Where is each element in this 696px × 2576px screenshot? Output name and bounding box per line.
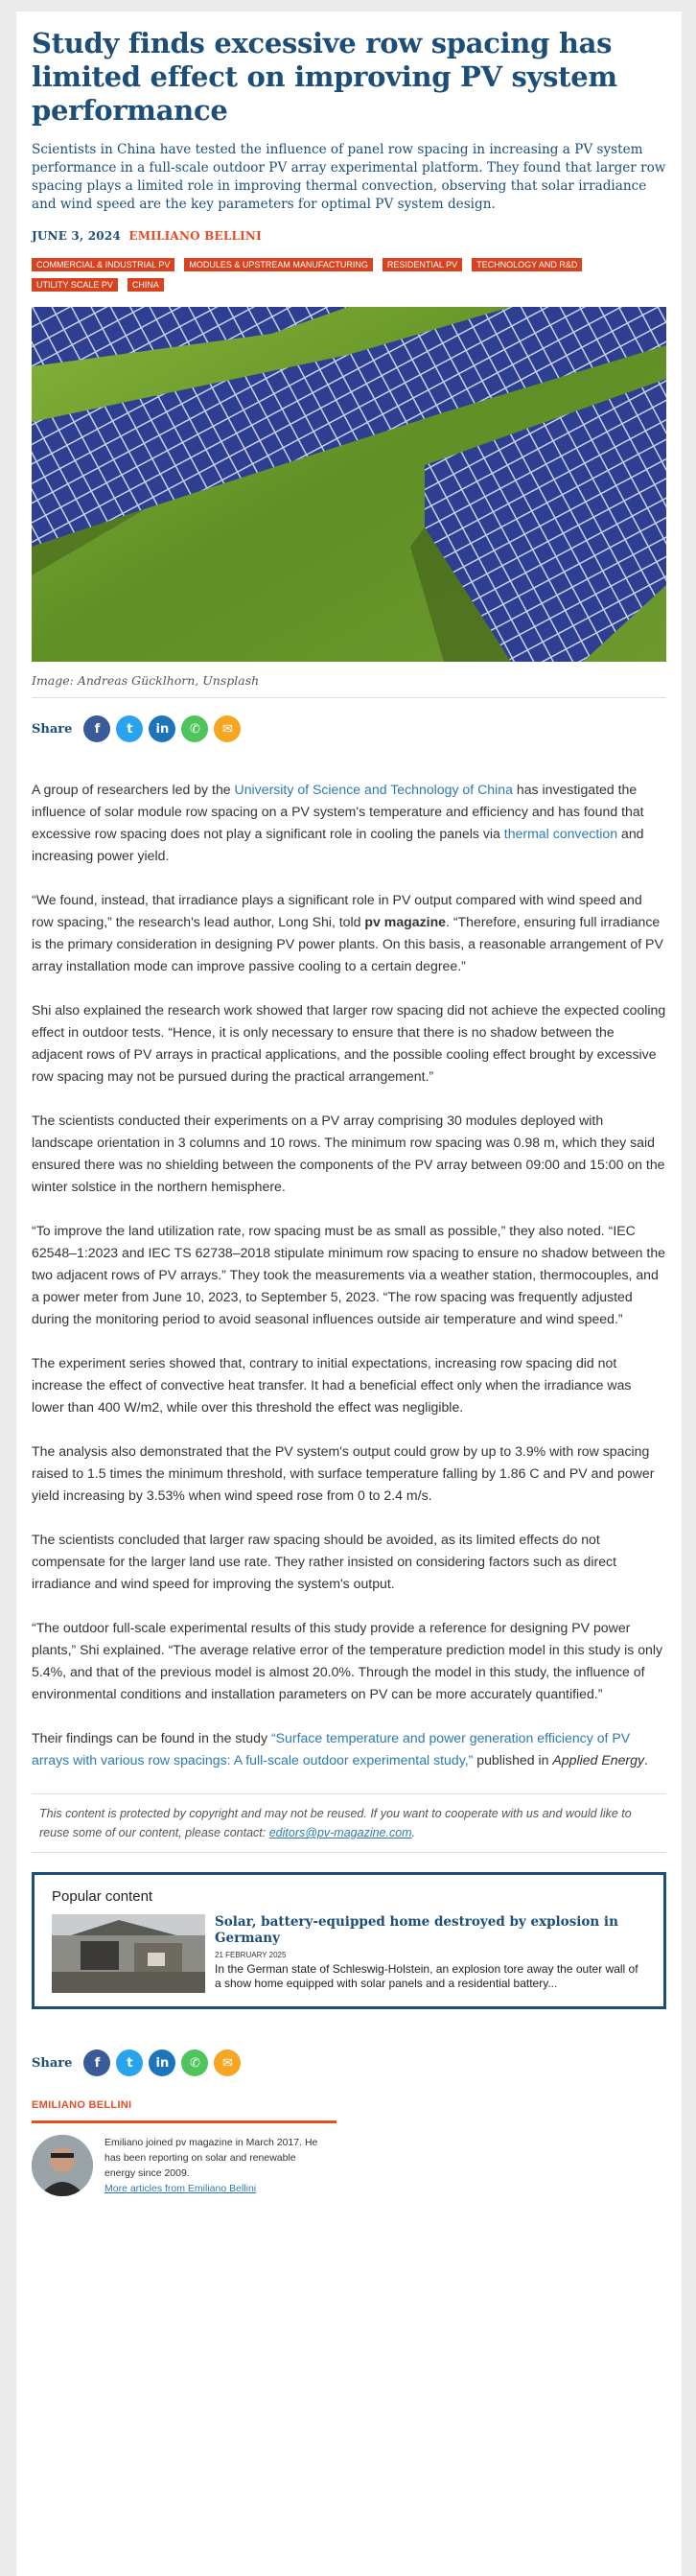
twitter-icon[interactable]: t [116,715,143,742]
paragraph-1: A group of researchers led by the University of Science and Technology of China has investigated the influence of solar module row spacing on a PV system's temperature and efficiency and has found that excessive row spacing does not play a significant role in cooling the panels via thermal convection and increasing power yield. [32,782,644,863]
popular-item-desc: In the German state of Schleswig-Holstein, an explosion tore away the outer wall of a show home equipped with solar panels and a residential battery... [215,1962,638,1990]
share-label: Share [32,721,73,737]
paragraph-8: The scientists concluded that larger raw spacing should be avoided, as its limited effects do not compensate for the larger land use rate. They rather insisted on considering factors such as direct irradiance and wind speed for improving the system's output. [32,1532,617,1591]
popular-thumbnail[interactable] [52,1914,205,1993]
editors-email-link[interactable]: editors@pv-magazine.com [268,1826,412,1839]
popular-item-date: 21 FEBRUARY 2025 [215,1951,287,1959]
email-icon[interactable]: ✉ [214,715,241,742]
copyright-notice: This content is protected by copyright and may not be reused. If you want to cooperate with us and would like to reuse some of our content, please contact: editors@pv-magazine.com. [32,1793,666,1853]
tag-commercial-industrial[interactable]: COMMERCIAL & INDUSTRIAL PV [32,258,174,271]
paragraph-9: “The outdoor full-scale experimental results of this study provide a reference for designing PV power plants,” Shi explained. “The average relative error of the temperature prediction model in this study is only 5.4%, and that of the previous model is almost 20.0%. Through the model in this study, the influence of environmental conditions and installation parameters on PV can be more accurately quantified.” [32,1620,663,1701]
author-bio: Emiliano joined pv magazine in March 2017. He has been reporting on solar and renewable energy since 2009. [104,2137,318,2179]
destroyed-house-photo [52,1914,205,1993]
link-ustc[interactable]: University of Science and Technology of China [234,782,513,797]
paragraph-10: Their findings can be found in the study “Surface temperature and power generation efficiency of PV arrays with various row spacings: A full-scale outdoor experimental study,” published in Applied Energy. [32,1730,648,1768]
facebook-icon[interactable]: f [83,715,110,742]
paragraph-4: The scientists conducted their experiments on a PV array comprising 30 modules deployed with landscape orientation in 3 columns and 10 rows. The minimum row spacing was 0.98 m, which they said ensured there was no shielding between the components of the PV array between 09:00 and 15:00 on the winter solstice in the northern hemisphere. [32,1112,665,1194]
author-divider [32,2120,336,2123]
popular-item[interactable] [52,1914,646,1993]
tag-modules-manufacturing[interactable]: MODULES & UPSTREAM MANUFACTURING [184,258,373,271]
popular-content-box [32,1872,666,2009]
tag-technology-rd[interactable]: TECHNOLOGY AND R&D [472,258,582,271]
popular-item-title[interactable]: Solar, battery-equipped home destroyed by explosion in Germany [215,1914,618,1946]
author-portrait [32,2135,93,2196]
author-name[interactable]: EMILIANO BELLINI [32,2099,132,2111]
article-lede: Scientists in China have tested the influence of panel row spacing in increasing a PV system performance in a full-scale outdoor PV array experimental platform. They found that larger row spacing plays a limited role in improving thermal convection, observing that solar irradiance and wind speed are the key parameters for optimal PV system design. [32,142,666,212]
paragraph-6: The experiment series showed that, contrary to initial expectations, increasing row spacing did not increase the effect of convective heat transfer. It had a beneficial effect only when the irradiance was lower than 400 W/m2, while over this threshold the effect was negligible. [32,1355,632,1415]
email-icon[interactable]: ✉ [214,2049,241,2076]
article-page [16,12,682,2576]
twitter-icon[interactable]: t [116,2049,143,2076]
whatsapp-icon[interactable]: ✆ [181,715,208,742]
share-bar-top [32,715,666,742]
hero-image [32,307,666,662]
author-box [32,2099,666,2196]
paragraph-7: The analysis also demonstrated that the PV system's output could grow by up to 3.9% with row spacing raised to 1.5 times the minimum threshold, with surface temperature falling by 1.86 C and PV and power yield increasing by 3.53% when wind speed rose from 0 to 2.4 m/s. [32,1443,655,1503]
image-caption: Image: Andreas Gücklhorn, Unsplash [32,673,666,698]
solar-field-photo [32,307,666,662]
link-thermal-convection[interactable]: thermal convection [503,826,618,841]
author-link[interactable]: EMILIANO BELLINI [128,229,262,243]
tag-utility-scale[interactable]: UTILITY SCALE PV [32,278,118,292]
facebook-icon[interactable]: f [83,2049,110,2076]
avatar [32,2135,93,2196]
paragraph-5: “To improve the land utilization rate, row spacing must be as small as possible,” they also noted. “IEC 62548–1:2023 and IEC TS 62738–2018 stipulate minimum row spacing to ensure no shadow between the two adjacent rows of PV arrays.” They took the measurements via a weather station, thermocouples, and a power meter from June 10, 2023, to September 5, 2023. “The row spacing was frequently adjusted during the monitoring period to avoid seasonal influences outside air temperature and wind speed.” [32,1223,666,1326]
share-label-bottom: Share [32,2055,73,2071]
byline [32,229,666,243]
tag-list [32,258,626,292]
article-body [32,779,666,1771]
tag-china[interactable]: CHINA [128,278,164,292]
popular-heading: Popular content [52,1888,153,1905]
more-articles-link[interactable]: More articles from Emiliano Bellini [104,2183,257,2194]
linkedin-icon[interactable]: in [149,2049,175,2076]
paragraph-2: “We found, instead, that irradiance plays a significant role in PV output compared with wind speed and row spacing,” the research's lead author, Long Shi, told pv magazine. “Therefore, ensuring full irradiance is the primary consideration in designing PV power plants. On this basis, a reasonable arrangement of PV array installation mode can improve passive cooling to a certain degree.” [32,892,663,973]
whatsapp-icon[interactable]: ✆ [181,2049,208,2076]
link-study[interactable]: “Surface temperature and power generation efficiency of PV arrays with various row spacings: A full-scale outdoor experimental study,” [32,1730,631,1768]
share-bar-bottom [32,2049,666,2076]
publish-date: JUNE 3, 2024 [32,229,121,243]
linkedin-icon[interactable]: in [149,715,175,742]
article-title: Study finds excessive row spacing has limited effect on improving PV system performance [32,27,617,127]
paragraph-3: Shi also explained the research work showed that larger row spacing did not achieve the expected cooling effect in outdoor tests. “Hence, it is only necessary to ensure that there is no shadow between the adjacent rows of PV arrays in practical applications, and the possible cooling effect brought by excessive row spacing may not be pursued during the practical arrangement.” [32,1002,666,1084]
tag-residential-pv[interactable]: RESIDENTIAL PV [383,258,462,271]
